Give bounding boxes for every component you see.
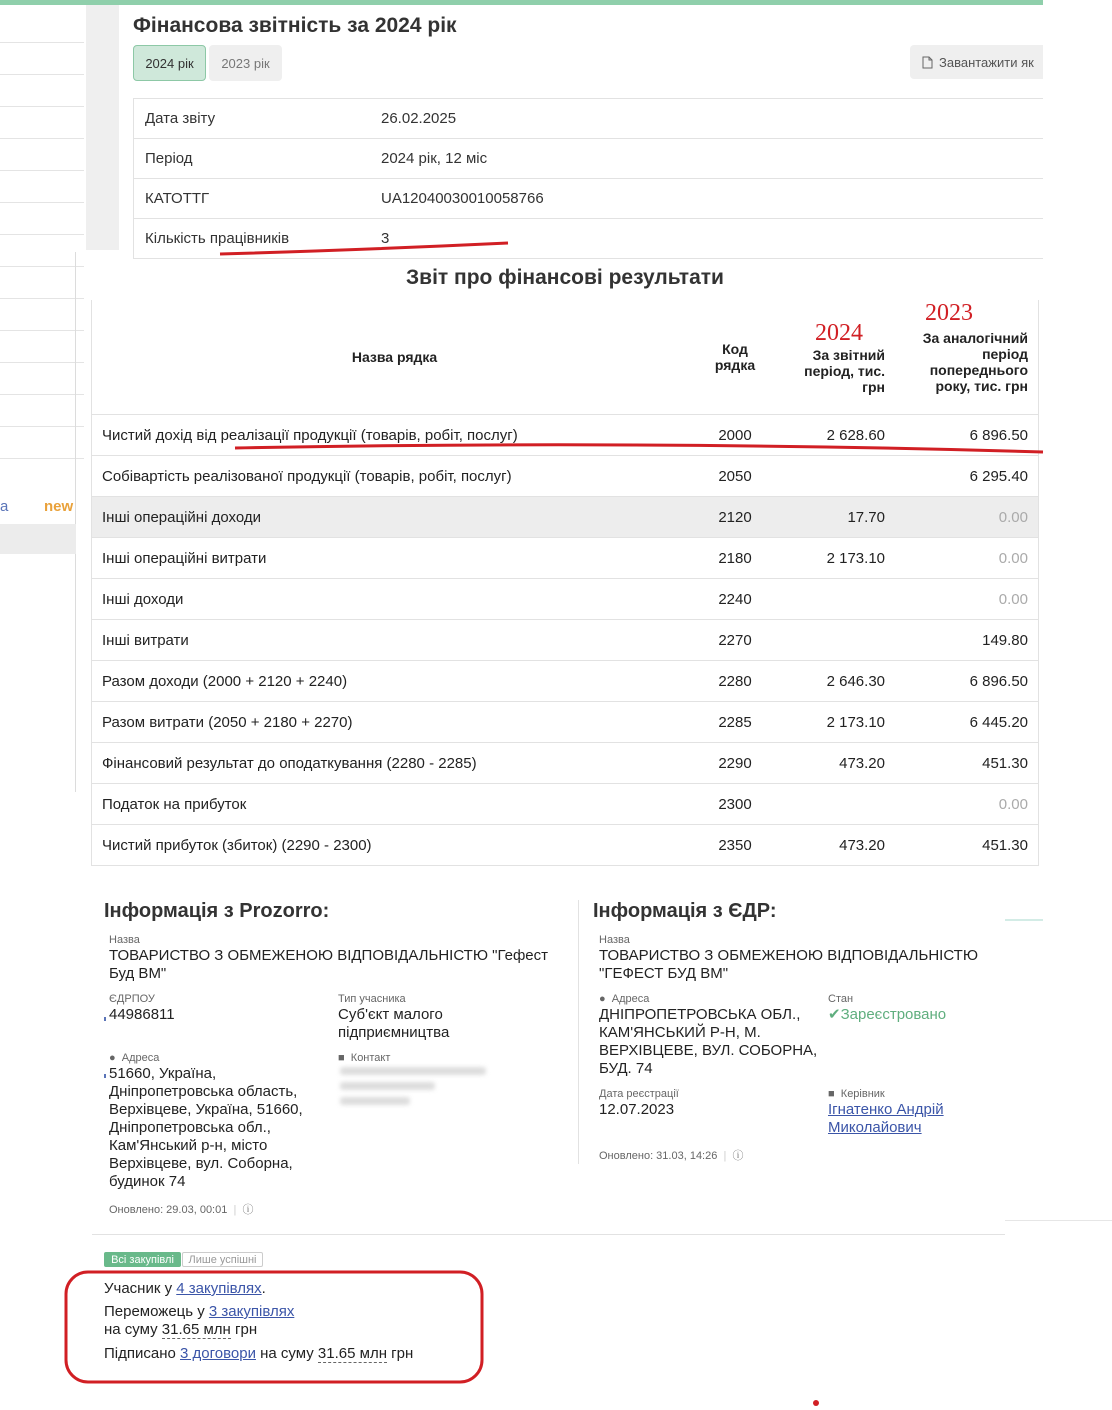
row-name: Інші витрати [92,620,699,661]
row-code: 2350 [698,825,772,866]
tick-mark [104,1017,106,1021]
edr-head-label: ■ Керівник [828,1088,885,1100]
signed-sum: 31.65 млн [317,1345,387,1362]
row-previous: 149.80 [895,620,1039,661]
participant-line: Учасник у 4 закупівлях. [104,1280,266,1297]
edr-head-link[interactable]: Ігнатенко Андрій Миколайович [828,1101,944,1136]
row-previous: 0.00 [895,497,1039,538]
tab-year-2024[interactable]: 2024 рік [133,45,206,81]
redacted-contact [340,1067,486,1075]
row-code: 2120 [698,497,772,538]
edr-state-label: Стан [828,993,854,1005]
row-name: Інші операційні витрати [92,538,699,579]
participant-link[interactable]: 4 закупівлях [176,1280,262,1297]
help-icon[interactable]: ⓘ [732,1150,744,1162]
edr-address: ДНІПРОПЕТРОВСЬКА ОБЛ., КАМ'ЯНСЬКИЙ Р-Н, М. ВЕРХІВЦЕВЕ, ВУЛ. СОБОРНА, БУД. 74 [599,1006,818,1077]
annotation-underline-revenue [235,445,1043,452]
redacted-contact [340,1082,435,1090]
row-previous: 451.30 [895,825,1039,866]
row-previous: 0.00 [895,784,1039,825]
row-code: 2290 [698,743,772,784]
edr-reg-label: Дата реєстрації [599,1088,679,1100]
row-name: Податок на прибуток [92,784,699,825]
winner-link[interactable]: 3 закупівлях [208,1303,295,1320]
info-key: Період [145,150,193,167]
prozorro-title: Інформація з Prozorro: [104,900,330,922]
edr-reg-date: 12.07.2023 [599,1101,675,1118]
winner-line: Переможець у 3 закупівлях [104,1303,295,1320]
row-name: Собівартість реалізованої продукції (товарів, робіт, послуг) [92,456,699,497]
row-current: 2 646.30 [772,661,895,702]
prozorro-updated: Оновлено: 29.03, 00:01 | ⓘ [109,1204,254,1216]
divider [1005,1220,1112,1221]
row-current: 2 173.10 [772,538,895,579]
row-code: 2280 [698,661,772,702]
signed-line: Підписано 3 договори на суму 31.65 млн грн [104,1345,414,1362]
prozorro-address: 51660, Україна, Дніпропетровська область, Верхівцеве, Україна, 51660, Дніпропетровська обл., Кам'Янський р-н, місто Верхівцеве, вул. Соборна, будинок 74 [109,1065,303,1190]
annotation-underline-workers [220,243,508,254]
signed-link[interactable]: 3 договори [180,1345,256,1362]
prozorro-name: ТОВАРИСТВО З ОБМЕЖЕНОЮ ВІДПОВІДАЛЬНІСТЮ "Гефест Буд ВМ" [109,947,548,982]
report-title: Звіт про фінансові результати [406,266,724,289]
row-previous: 6 445.20 [895,702,1039,743]
row-code: 2285 [698,702,772,743]
tick-mark [104,1074,106,1078]
download-label: Завантажити як [939,54,1034,70]
annotation-year-current: 2024 [815,319,863,346]
header-previous: 2023 За аналогічний період попереднього року, тис. грн [895,300,1039,415]
row-current: 2 628.60 [772,415,895,456]
section-divider [92,1234,1005,1235]
row-name: Інші операційні доходи [92,497,699,538]
section-divider [578,900,579,1164]
row-code: 2270 [698,620,772,661]
row-previous: 6 896.50 [895,415,1039,456]
row-current: 2 173.10 [772,702,895,743]
help-icon[interactable]: ⓘ [242,1204,254,1216]
row-current: 473.20 [772,825,895,866]
winner-sum-line: на суму 31.65 млн грн [104,1321,258,1338]
prozorro-edrpou: 44986811 [109,1006,175,1023]
user-icon: ■ [338,1052,345,1064]
header-current: 2024 За звітний період, тис. грн [772,300,895,415]
row-name: Чистий дохід від реалізації продукції (товарів, робіт, послуг) [92,415,699,456]
tab-successful-only[interactable]: Лише успішні [182,1252,263,1267]
row-previous: 0.00 [895,579,1039,620]
prozorro-contact-label: ■ Контакт [338,1052,391,1064]
edr-name-label: Назва [599,934,630,946]
row-name: Чистий прибуток (збиток) (2290 - 2300) [92,825,699,866]
row-current: 17.70 [772,497,895,538]
user-icon: ■ [828,1088,835,1100]
row-current: 473.20 [772,743,895,784]
row-previous: 0.00 [895,538,1039,579]
info-value: 3 [381,230,390,247]
accent-line [1005,919,1043,921]
header-row-name: Назва рядка [92,300,699,415]
check-icon: ✔ [828,1006,841,1023]
tab-all-procurements[interactable]: Всі закупівлі [104,1252,181,1267]
info-value: 26.02.2025 [381,110,457,127]
map-pin-icon: ● [599,993,606,1005]
info-key: Кількість працівників [145,230,290,247]
prozorro-address-label: ● Адреса [109,1052,160,1064]
sidebar-new-badge: new [44,498,74,515]
row-previous: 6 295.40 [895,456,1039,497]
redacted-contact [340,1097,410,1105]
header-code: Код рядка [698,300,772,415]
row-name: Фінансовий результат до оподаткування (2280 - 2285) [92,743,699,784]
row-code: 2300 [698,784,772,825]
row-name: Разом доходи (2000 + 2120 + 2240) [92,661,699,702]
row-code: 2240 [698,579,772,620]
info-key: Дата звіту [145,110,216,127]
annotation-dot [813,1400,819,1406]
info-value: UA12040030010058766 [381,190,544,207]
edr-updated: Оновлено: 31.03, 14:26 | ⓘ [599,1150,744,1162]
edr-address-label: ● Адреса [599,993,650,1005]
row-previous: 451.30 [895,743,1039,784]
prozorro-type: Суб'єкт малого підприємництва [338,1006,450,1041]
prozorro-type-label: Тип учасника [338,993,406,1005]
winner-sum: 31.65 млн [161,1321,231,1338]
row-code: 2050 [698,456,772,497]
info-value: 2024 рік, 12 міс [381,150,488,167]
row-name: Разом витрати (2050 + 2180 + 2270) [92,702,699,743]
tab-year-2023[interactable]: 2023 рік [209,45,282,81]
finance-title: Фінансова звітність за 2024 рік [133,14,457,37]
edr-state: ✔Зареєстровано [828,1006,947,1023]
edr-name: ТОВАРИСТВО З ОБМЕЖЕНОЮ ВІДПОВІДАЛЬНІСТЮ "ГЕФЕСТ БУД ВМ" [599,947,978,982]
prozorro-name-label: Назва [109,934,140,946]
prozorro-edrpou-label: ЄДРПОУ [109,993,155,1005]
row-code: 2000 [698,415,772,456]
row-name: Інші доходи [92,579,699,620]
sidebar-fragment-text: a [0,498,9,515]
annotation-year-previous: 2023 [925,300,973,326]
info-key: КАТОТТГ [145,190,210,207]
row-previous: 6 896.50 [895,661,1039,702]
row-code: 2180 [698,538,772,579]
map-pin-icon: ● [109,1052,116,1064]
edr-title: Інформація з ЄДР: [593,900,777,922]
